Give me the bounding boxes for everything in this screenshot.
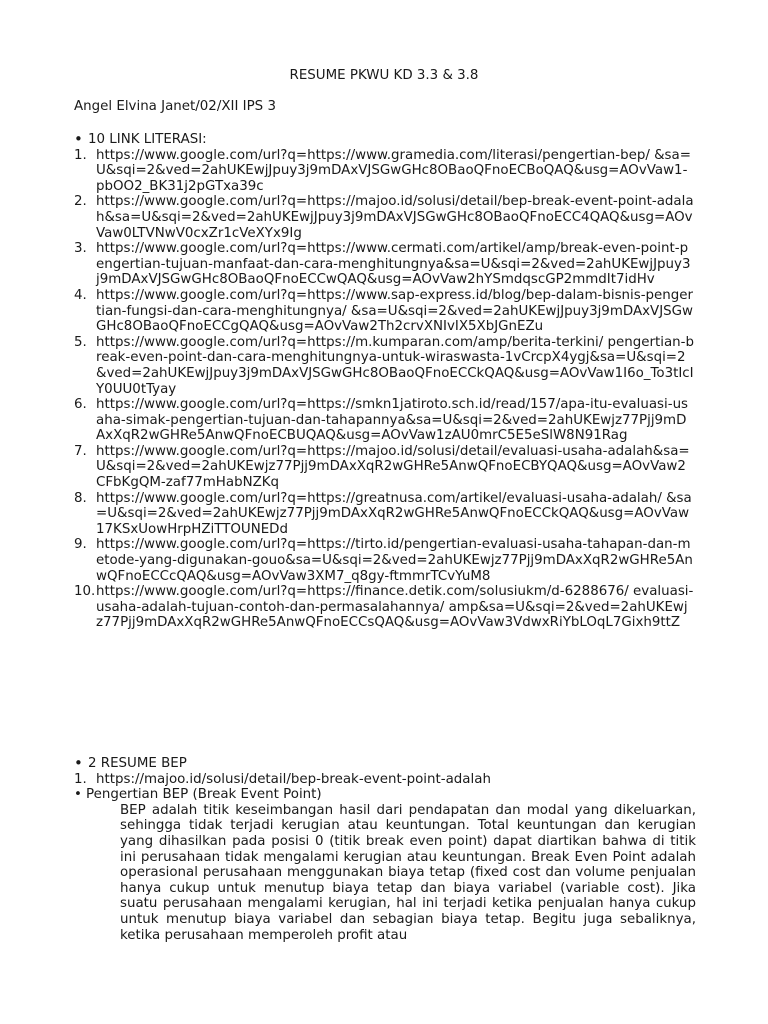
sub-heading bbox=[74, 787, 696, 803]
item-number: 9. bbox=[74, 537, 87, 553]
list-item bbox=[74, 772, 696, 788]
item-number: 8. bbox=[74, 490, 87, 506]
bullet-icon: • bbox=[74, 130, 83, 148]
list-item bbox=[74, 491, 694, 538]
links-heading bbox=[74, 132, 694, 148]
link-text[interactable]: https://www.google.com/url?q=https://tirto.id/pengertian-evaluasi-usaha-tahapan-dan-metode-yang-digunakan-gouo&sa=U&sqi=2&ved=2ahUKEwjz77Pjj9mDAxXqR2wGHRe5AnwQFnoECCcQAQ&usg=AOvVaw3XM7_q8gy-ftmmrTCvYuM8 bbox=[96, 537, 693, 584]
resume-section bbox=[74, 756, 696, 943]
list-item bbox=[74, 335, 694, 397]
link-text[interactable]: https://www.google.com/url?q=https://smkn1jatiroto.sch.id/read/157/apa-itu-evaluasi-usaha-simak-pengertian-tujuan-dan-tahapannya&sa=U&sqi=2&ved=2ahUKEwjz77Pjj9mDAxXqR2wGHRe5AnwQFnoECBUQAQ&usg=AOvVaw1zAU0mrC5E5eSlW8N91Rag bbox=[96, 397, 689, 444]
item-number: 7. bbox=[74, 443, 87, 459]
item-number: 6. bbox=[74, 397, 87, 413]
link-text[interactable]: https://majoo.id/solusi/detail/bep-break-event-point-adalah bbox=[96, 771, 491, 787]
resume-heading bbox=[74, 756, 696, 772]
links-list bbox=[74, 148, 694, 631]
list-item bbox=[74, 288, 694, 335]
list-item bbox=[74, 584, 694, 631]
body-paragraph: BEP adalah titik keseimbangan hasil dari pendapatan dan modal yang dikeluarkan, sehingga tidak terjadi kerugian atau keuntungan. Total keuntungan dan kerugian yang dihasilkan pada posisi 0 (titik break even point) dapat diartikan bahwa di titik ini perusahaan tidak mengalami kerugian atau keuntungan. Break Even Point adalah operasional perusahaan menggunakan biaya tetap (fixed cost dan volume penjualan hanya cukup untuk menutup biaya tetap dan biaya variabel (variable cost). Jika suatu perusahaan mengalami kerugian, hal ini terjadi ketika penjualan hanya cukup untuk menutup biaya variabel dan sebagian biaya tetap. Begitu juga sebaliknya, ketika perusahaan memperoleh profit atau bbox=[120, 802, 696, 943]
list-item bbox=[74, 241, 694, 288]
list-item bbox=[74, 397, 694, 444]
link-text[interactable]: https://www.google.com/url?q=https://majoo.id/solusi/detail/evaluasi-usaha-adalah&sa=U&sqi=2&ved=2ahUKEwjz77Pjj9mDAxXqR2wGHRe5AnwQFnoECBYQAQ&usg=AOvVaw2CFbKgQM-zaf77mHabNZKq bbox=[96, 443, 690, 491]
links-heading-text: 10 LINK LITERASI: bbox=[88, 132, 207, 147]
link-text[interactable]: https://www.google.com/url?q=https://finance.detik.com/solusiukm/d-6288676/ evaluasi-usaha-adalah-tujuan-contoh-dan-permasalahannya/ amp&sa=U&sqi=2&ved=2ahUKEwjz77Pjj9mDAxXqR2wGHRe5AnwQFnoECCsQAQ&usg=AOvVaw3VdwxRiYbLOqL7Gixh9ttZ bbox=[96, 584, 694, 631]
bullet-icon: • bbox=[74, 754, 83, 772]
list-item bbox=[74, 148, 694, 195]
link-text[interactable]: https://www.google.com/url?q=https://www.sap-express.id/blog/bep-dalam-bisnis-pengertian-fungsi-dan-cara-menghitungnya/ &sa=U&sqi=2&ved=2ahUKEwjJpuy3j9mDAxVJSGwGHc8OBaoQFnoECCgQAQ&usg=AOvVaw2Th2crvXNIvIX5XbJGnEZu bbox=[96, 287, 694, 335]
item-number: 5. bbox=[74, 334, 87, 350]
link-text[interactable]: https://www.google.com/url?q=https://www.cermati.com/artikel/amp/break-even-point-pengertian-tujuan-manfaat-dan-cara-menghitungnya&sa=U&sqi=2&ved=2ahUKEwjJpuy3j9mDAxVJSGwGHc8OBaoQFnoECCwQAQ&usg=AOvVaw2hYSmdqscGP2mmdIt7idHv bbox=[96, 241, 691, 288]
item-number: 3. bbox=[74, 241, 87, 257]
page-title: RESUME PKWU KD 3.3 & 3.8 bbox=[289, 68, 479, 83]
author-line: Angel Elvina Janet/02/XII IPS 3 bbox=[74, 99, 276, 114]
item-number: 2. bbox=[74, 194, 87, 210]
item-number: 10. bbox=[74, 584, 96, 600]
link-text[interactable]: https://www.google.com/url?q=https://m.kumparan.com/amp/berita-terkini/ pengertian-break-even-point-dan-cara-menghitungnya-untuk-wiraswasta-1vCrcpX4ygj&sa=U&sqi=2&ved=2ahUKEwjJpuy3j9mDAxVJSGwGHc8OBaoQFnoECCkQAQ&usg=AOvVaw1I6o_To3tIcIY0UU0tTyay bbox=[96, 334, 694, 397]
link-text[interactable]: https://www.google.com/url?q=https://www.gramedia.com/literasi/pengertian-bep/ &sa=U&sqi=2&ved=2ahUKEwjJpuy3j9mDAxVJSGwGHc8OBaoQFnoECBoQAQ&usg=AOvVaw1-pbOO2_BK31j2pGTxa39c bbox=[96, 147, 691, 194]
item-number: 4. bbox=[74, 287, 87, 303]
list-item bbox=[74, 537, 694, 584]
item-number: 1. bbox=[74, 147, 87, 163]
resume-heading-text: 2 RESUME BEP bbox=[88, 756, 187, 771]
resume-list bbox=[74, 772, 696, 788]
list-item bbox=[74, 194, 694, 241]
links-section bbox=[74, 132, 694, 631]
link-text[interactable]: https://www.google.com/url?q=https://majoo.id/solusi/detail/bep-break-event-point-adalah&sa=U&sqi=2&ved=2ahUKEwjJpuy3j9mDAxVJSGwGHc8OBaoQFnoECC4QAQ&usg=AOvVaw0LTVNwV0cxZr1cVeXYx9Ig bbox=[96, 194, 694, 241]
item-number: 1. bbox=[74, 771, 87, 787]
link-text[interactable]: https://www.google.com/url?q=https://greatnusa.com/artikel/evaluasi-usaha-adalah/ &sa=U&sqi=2&ved=2ahUKEwjz77Pjj9mDAxXqR2wGHRe5AnwQFnoECCkQAQ&usg=AOvVaw17KSxUowHrpHZiTTOUNEDd bbox=[96, 490, 692, 537]
list-item bbox=[74, 444, 694, 491]
sub-heading-text: Pengertian BEP (Break Event Point) bbox=[86, 787, 322, 803]
bullet-icon: • bbox=[74, 787, 82, 803]
